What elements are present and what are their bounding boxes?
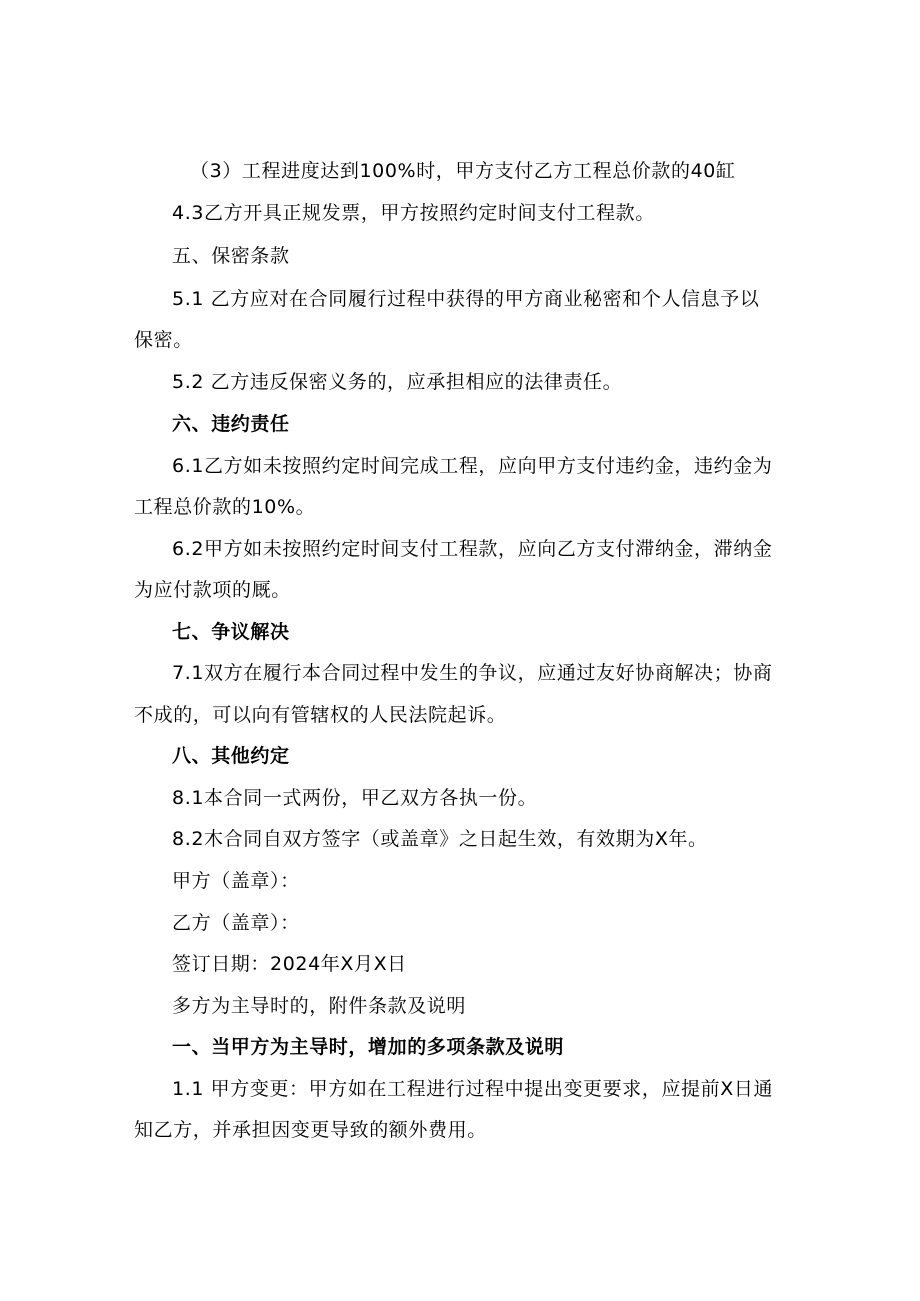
clause-7-1-line2: 不成的，可以向有管辖权的人民法院起诉。 [134, 704, 507, 726]
clause-5-2: 5.2 乙方违反保密义务的，应承担相应的法律责任。 [172, 371, 623, 393]
clause-4-3: 4.3乙方开具正规发票，甲方按照约定时间支付工程款。 [172, 202, 655, 224]
clause-5-1-line1: 5.1 乙方应对在合同履行过程中获得的甲方商业秘密和个人信息予以 [172, 288, 760, 310]
clause-6-1-line1: 6.1乙方如未按照约定时间完成工程，应向甲方支付违约金，违约金为 [172, 455, 773, 477]
clause-8-1: 8.1本合同一式两份，甲乙双方各执一份。 [172, 787, 538, 809]
clause-6-2-line2: 为应付款项的厩。 [134, 579, 291, 601]
clause-5-1-line2: 保密。 [134, 329, 193, 351]
section-heading-6: 六、违约责任 [172, 413, 290, 435]
signature-party-b: 乙方（盖章）： [172, 912, 300, 934]
clause-6-1-line2: 工程总价款的10%。 [134, 496, 316, 518]
appendix-title: 多方为主导时的，附件条款及说明 [172, 995, 467, 1017]
appendix-clause-1-1-line1: 1.1 甲方变更：甲方如在工程进行过程中提出变更要求，应提前X日通 [172, 1078, 774, 1100]
section-heading-5: 五、保密条款 [172, 245, 290, 267]
appendix-heading-1: 一、当甲方为主导时，增加的多项条款及说明 [172, 1036, 565, 1058]
section-heading-8: 八、其他约定 [172, 745, 290, 767]
clause-7-1-line1: 7.1双方在履行本合同过程中发生的争议，应通过友好协商解决；协商 [172, 662, 773, 684]
clause-4-2-3: （3）工程进度达到100%时，甲方支付乙方工程总价款的40缸 [190, 160, 736, 182]
clause-8-2: 8.2木合同自双方签字（或盖章》之日起生效，有效期为X年。 [172, 828, 708, 850]
section-heading-7: 七、争议解决 [172, 621, 290, 643]
signature-party-a: 甲方（盖章）： [172, 870, 300, 892]
appendix-clause-1-1-line2: 知乙方，并承担因变更导致的额外费用。 [134, 1119, 487, 1141]
signing-date: 签订日期：2024年X月X日 [172, 953, 407, 975]
clause-6-2-line1: 6.2甲方如未按照约定时间支付工程款，应向乙方支付滞纳金，滞纳金 [172, 538, 773, 560]
